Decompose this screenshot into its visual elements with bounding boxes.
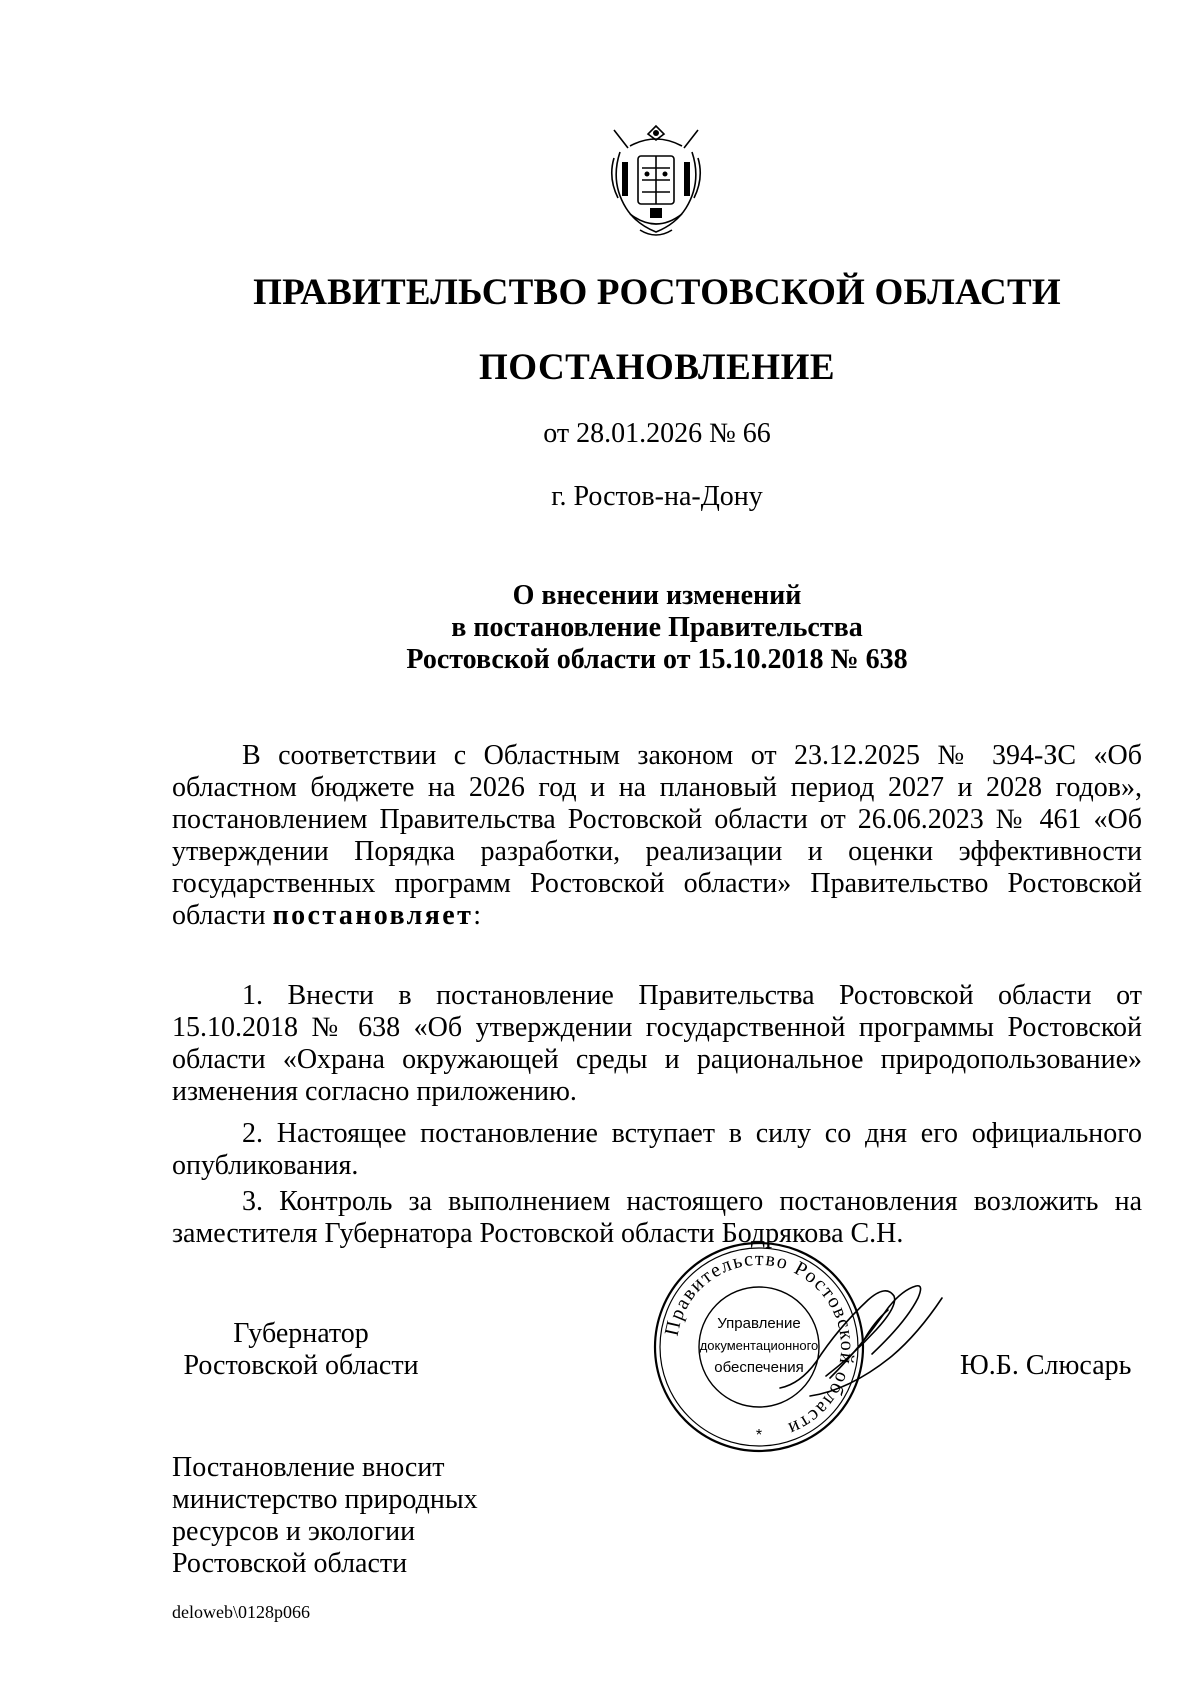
introduced-by-line: ресурсов и экологии	[172, 1516, 416, 1547]
preamble-tail: :	[473, 900, 482, 931]
document-date-number: от 28.01.2026 № 66	[543, 418, 771, 449]
document-subject	[172, 580, 1142, 676]
handwritten-signature	[770, 1270, 970, 1410]
document-type: ПОСТАНОВЛЕНИЕ	[478, 347, 836, 388]
signatory-title-line: Губернатор	[233, 1318, 369, 1349]
stamp-center-line: обеспечения	[714, 1359, 804, 1376]
coat-of-arms-icon	[600, 118, 712, 248]
registration-code: deloweb\0128p066	[172, 1602, 310, 1622]
signer-name: Ю.Б. Слюсарь	[960, 1350, 1132, 1381]
introduced-by-line: Ростовской области	[172, 1548, 408, 1579]
preamble-paragraph	[172, 740, 1142, 932]
preamble-text: В соответствии с Областным законом от 23.12.2025 № 394-ЗС «Об областном бюджете на 2026 год и на плановый период 2027 и 2028 годов», постановлением Правительства Ростовской области от 26.06.2023 № 461 «Об утверждении Порядка разработки, реализации и оценки эффективности государственных программ Ростовской области» Правительство Ростовской области	[172, 740, 1142, 931]
decree-word: постановляет	[272, 900, 474, 931]
document-city: г. Ростов-на-Дону	[551, 481, 763, 512]
stamp-mark: *	[755, 1427, 763, 1444]
subject-line: О внесении изменений	[512, 580, 802, 611]
introduced-by-line: Постановление вносит	[172, 1452, 445, 1483]
stamp-ring-text: Правительство Ростовской области	[660, 1247, 859, 1441]
signatory-title	[176, 1318, 426, 1382]
item-paragraph: 2. Настоящее постановление вступает в силу со дня его официального опубликования.	[172, 1118, 1142, 1181]
stamp-center-line: Управление	[717, 1315, 801, 1332]
item-paragraph: 3. Контроль за выполнением настоящего постановления возложить на заместителя Губернатора Ростовской области Бодрякова С.Н.	[172, 1186, 1142, 1249]
introduced-by-line: министерство природных	[172, 1484, 478, 1515]
subject-line: Ростовской области от 15.10.2018 № 638	[406, 644, 908, 675]
item-paragraph: 1. Внести в постановление Правительства Ростовской области от 15.10.2018 № 638 «Об утверждении государственной программы Ростовской области «Охрана окружающей среды и рациональное природопользование» изменения согласно приложению.	[172, 980, 1142, 1107]
stamp-center-line: документационного	[699, 1338, 819, 1353]
subject-line: в постановление Правительства	[451, 612, 863, 643]
introduced-by	[172, 1452, 478, 1580]
signatory-title-line: Ростовской области	[183, 1350, 419, 1381]
organization-title: ПРАВИТЕЛЬСТВО РОСТОВСКОЙ ОБЛАСТИ	[253, 272, 1061, 313]
